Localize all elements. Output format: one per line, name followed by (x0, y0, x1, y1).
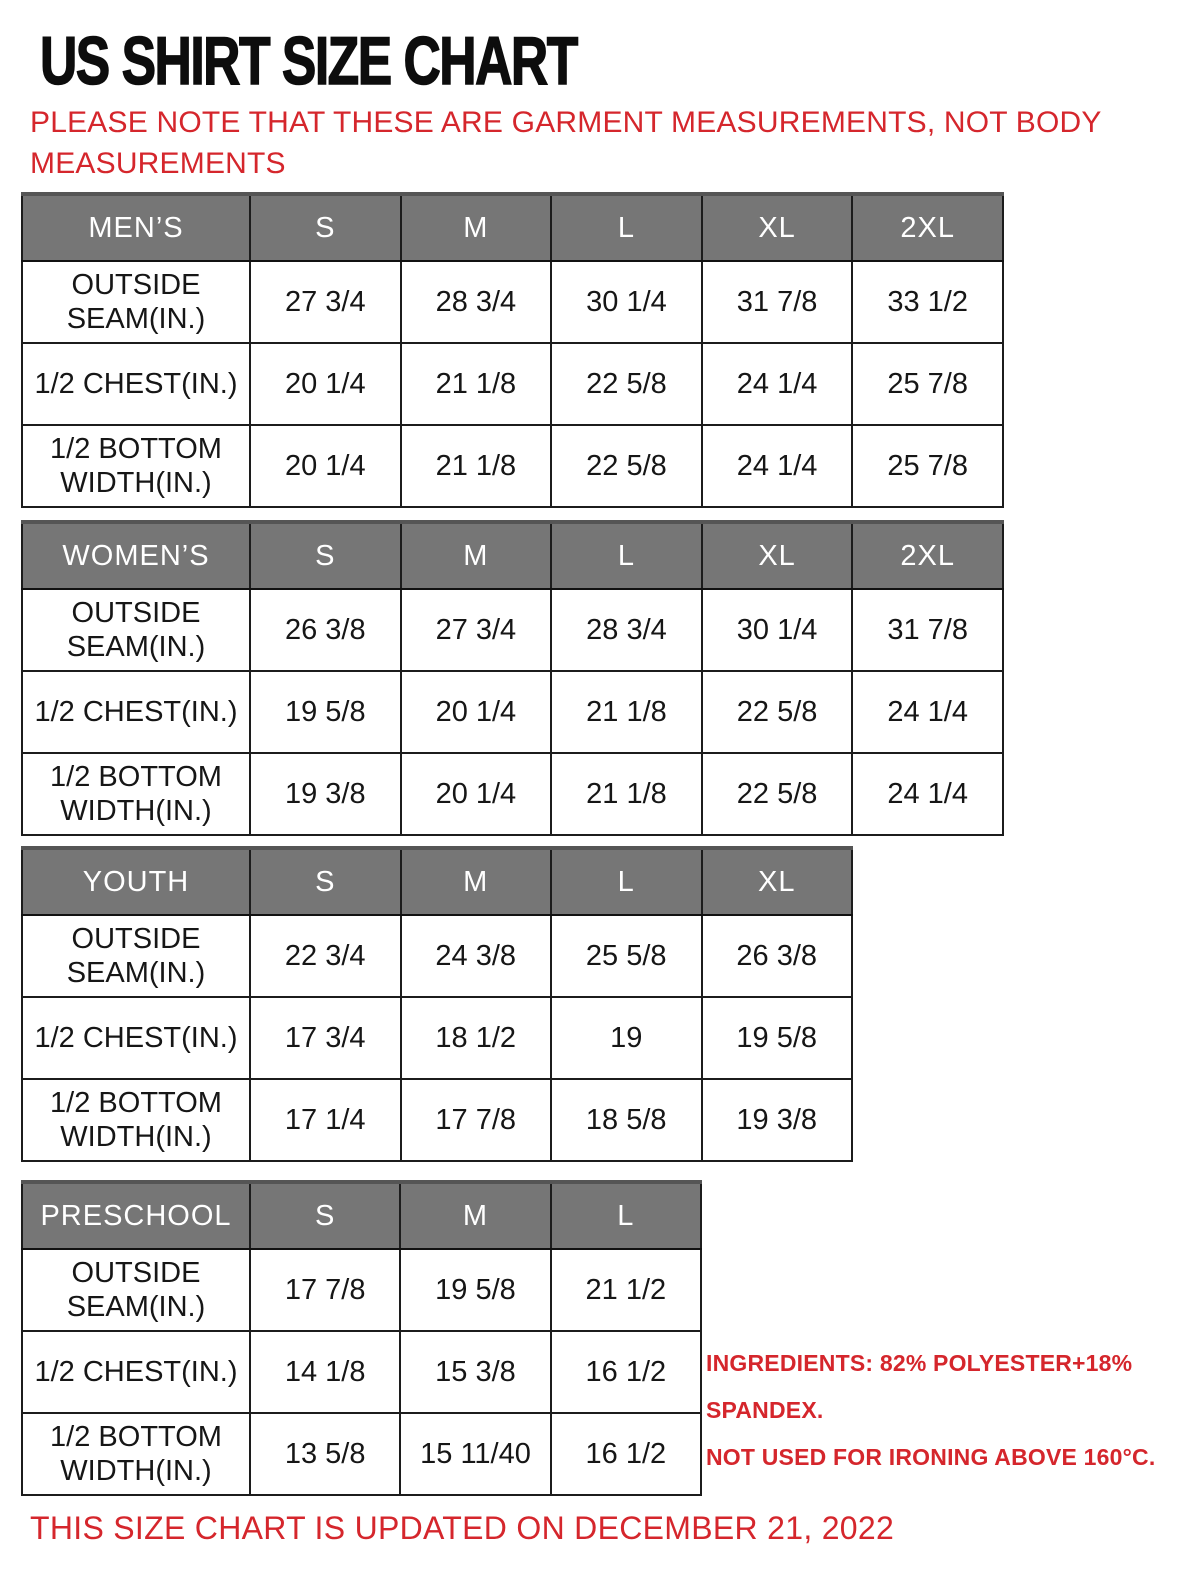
value-cell: 19 3/8 (250, 753, 401, 835)
ingredients-note (706, 1340, 1196, 1481)
mens-size-table (21, 192, 1004, 508)
header-row (22, 522, 1003, 589)
row-label-cell: OUTSIDE SEAM(IN.) (22, 915, 250, 997)
size-header-cell: M (400, 1182, 550, 1249)
value-cell: 22 5/8 (551, 425, 702, 507)
value-cell: 25 5/8 (551, 915, 702, 997)
value-cell: 24 1/4 (702, 425, 853, 507)
value-cell: 30 1/4 (551, 261, 702, 343)
row-label-cell: 1/2 BOTTOM WIDTH(IN.) (22, 425, 250, 507)
group-header-cell: PRESCHOOL (22, 1182, 250, 1249)
size-header-cell: 2XL (852, 522, 1003, 589)
row-label-cell: 1/2 BOTTOM WIDTH(IN.) (22, 1079, 250, 1161)
size-header-cell: XL (702, 522, 853, 589)
value-cell: 27 3/4 (250, 261, 401, 343)
value-cell: 33 1/2 (852, 261, 1003, 343)
garment-measurement-note: PLEASE NOTE THAT THESE ARE GARMENT MEASUREMENTS, NOT BODY MEASUREMENTS (30, 106, 1102, 180)
page-title: US SHIRT SIZE CHART (40, 23, 577, 99)
size-header-cell: M (401, 522, 552, 589)
value-cell: 21 1/8 (401, 343, 552, 425)
value-cell: 22 3/4 (250, 915, 401, 997)
value-cell: 15 3/8 (400, 1331, 550, 1413)
value-cell: 28 3/4 (551, 589, 702, 671)
size-header-cell: S (250, 522, 401, 589)
value-cell: 19 5/8 (702, 997, 853, 1079)
value-cell: 20 1/4 (250, 425, 401, 507)
value-cell: 22 5/8 (702, 753, 853, 835)
value-cell: 31 7/8 (852, 589, 1003, 671)
group-header-cell: WOMEN’S (22, 522, 250, 589)
value-cell: 17 7/8 (401, 1079, 552, 1161)
value-cell: 22 5/8 (551, 343, 702, 425)
value-cell: 14 1/8 (250, 1331, 400, 1413)
value-cell: 13 5/8 (250, 1413, 400, 1495)
youth-size-table (21, 846, 853, 1162)
value-cell: 28 3/4 (401, 261, 552, 343)
size-header-cell: M (401, 848, 552, 915)
row-label-cell: 1/2 BOTTOM WIDTH(IN.) (22, 753, 250, 835)
size-header-cell: L (551, 522, 702, 589)
womens-size-table (21, 520, 1004, 836)
table-row (22, 915, 852, 997)
size-header-cell: XL (702, 194, 853, 261)
value-cell: 31 7/8 (702, 261, 853, 343)
size-header-cell: 2XL (852, 194, 1003, 261)
value-cell: 24 3/8 (401, 915, 552, 997)
value-cell: 21 1/2 (551, 1249, 701, 1331)
value-cell: 19 3/8 (702, 1079, 853, 1161)
table-row (22, 1249, 701, 1331)
preschool-size-table (21, 1180, 702, 1496)
row-label-cell: OUTSIDE SEAM(IN.) (22, 589, 250, 671)
value-cell: 19 5/8 (250, 671, 401, 753)
group-header-cell: MEN’S (22, 194, 250, 261)
value-cell: 30 1/4 (702, 589, 853, 671)
value-cell: 24 1/4 (852, 671, 1003, 753)
table-row (22, 753, 1003, 835)
update-date-note: THIS SIZE CHART IS UPDATED ON DECEMBER 21, 2022 (30, 1510, 895, 1546)
size-header-cell: L (551, 848, 702, 915)
size-header-cell: S (250, 848, 401, 915)
row-label-cell: 1/2 CHEST(IN.) (22, 343, 250, 425)
value-cell: 27 3/4 (401, 589, 552, 671)
value-cell: 17 3/4 (250, 997, 401, 1079)
value-cell: 21 1/8 (401, 425, 552, 507)
row-label-cell: 1/2 CHEST(IN.) (22, 1331, 250, 1413)
table-row (22, 589, 1003, 671)
header-row (22, 1182, 701, 1249)
value-cell: 25 7/8 (852, 425, 1003, 507)
value-cell: 19 (551, 997, 702, 1079)
row-label-cell: 1/2 BOTTOM WIDTH(IN.) (22, 1413, 250, 1495)
table-row (22, 671, 1003, 753)
value-cell: 15 11/40 (400, 1413, 550, 1495)
value-cell: 26 3/8 (702, 915, 853, 997)
value-cell: 20 1/4 (401, 753, 552, 835)
value-cell: 20 1/4 (250, 343, 401, 425)
value-cell: 21 1/8 (551, 671, 702, 753)
size-header-cell: M (401, 194, 552, 261)
value-cell: 24 1/4 (702, 343, 853, 425)
value-cell: 21 1/8 (551, 753, 702, 835)
size-header-cell: XL (702, 848, 853, 915)
value-cell: 16 1/2 (551, 1331, 701, 1413)
header-row (22, 194, 1003, 261)
table-row (22, 997, 852, 1079)
size-header-cell: L (551, 1182, 701, 1249)
value-cell: 17 1/4 (250, 1079, 401, 1161)
row-label-cell: OUTSIDE SEAM(IN.) (22, 1249, 250, 1331)
table-row (22, 261, 1003, 343)
header-row (22, 848, 852, 915)
ironing-warning-line: NOT USED FOR IRONING ABOVE 160°C. (706, 1444, 1156, 1470)
value-cell: 17 7/8 (250, 1249, 400, 1331)
value-cell: 16 1/2 (551, 1413, 701, 1495)
row-label-cell: OUTSIDE SEAM(IN.) (22, 261, 250, 343)
value-cell: 20 1/4 (401, 671, 552, 753)
group-header-cell: YOUTH (22, 848, 250, 915)
ingredients-line: INGREDIENTS: 82% POLYESTER+18% SPANDEX. (706, 1350, 1133, 1423)
value-cell: 24 1/4 (852, 753, 1003, 835)
value-cell: 18 1/2 (401, 997, 552, 1079)
size-header-cell: S (250, 1182, 400, 1249)
value-cell: 18 5/8 (551, 1079, 702, 1161)
size-header-cell: S (250, 194, 401, 261)
table-row (22, 425, 1003, 507)
value-cell: 22 5/8 (702, 671, 853, 753)
value-cell: 19 5/8 (400, 1249, 550, 1331)
value-cell: 26 3/8 (250, 589, 401, 671)
table-row (22, 343, 1003, 425)
row-label-cell: 1/2 CHEST(IN.) (22, 997, 250, 1079)
value-cell: 25 7/8 (852, 343, 1003, 425)
table-row (22, 1331, 701, 1413)
table-row (22, 1413, 701, 1495)
row-label-cell: 1/2 CHEST(IN.) (22, 671, 250, 753)
table-row (22, 1079, 852, 1161)
size-header-cell: L (551, 194, 702, 261)
